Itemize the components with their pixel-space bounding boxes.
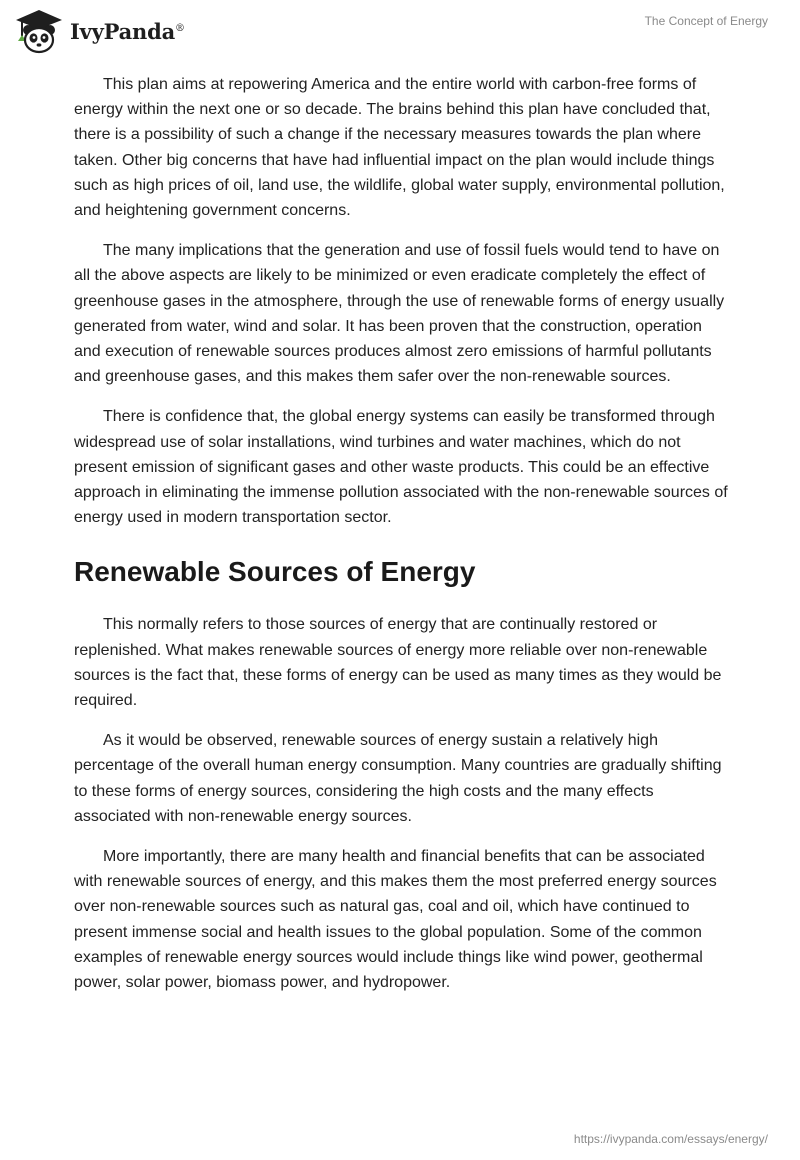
paragraph: This plan aims at repowering America and the entire world with carbon-free forms of energy within the next one or so decade. The brains behind this plan have concluded that, there is a possibility of such a change if the necessary measures towards the plan where taken. Other big concerns that have had influential impact on the plan would include things such as high prices of oil, land use, the wildlife, global water supply, environmental pollution, and heightening government concerns. [74,76,725,220]
paragraph: More importantly, there are many health and financial benefits that can be associated with renewable sources of energy, and this makes them the most preferred energy sources over non-renewable sources such as natural gas, coal and oil, which have continued to present immense social and health issues to the global population. Some of the common examples of renewable energy sources would include things like wind power, geothermal power, solar power, biomass power, and hydropower. [74,848,717,992]
panda-logo-icon [14,8,64,54]
essay-content [74,72,728,1010]
paragraph: As it would be observed, renewable sources of energy sustain a relatively high percentage of the overall human energy consumption. Many countries are gradually shifting to these forms of energy sources, considering the high costs and the many effects associated with non-renewable energy sources. [74,732,722,825]
paragraph: This normally refers to those sources of energy that are continually restored or replenished. What makes renewable sources of energy more reliable over non-renewable sources is the fact that, these forms of energy can be used as many times as they would be required. [74,616,722,710]
paragraph: There is confidence that, the global energy systems can easily be transformed through widespread use of solar installations, wind turbines and water machines, which do not present emission of significant gases and other waste products. This could be an effective approach in eliminating the immense pollution associated with the non-renewable sources of energy used in modern transportation sector. [74,408,728,527]
document-title: The Concept of Energy [644,14,768,28]
page-header [0,0,800,60]
section-heading: Renewable Sources of Energy [74,556,476,588]
source-url[interactable]: https://ivypanda.com/essays/energy/ [573,1132,768,1146]
brand-name: IvyPanda® [70,18,185,44]
brand-logo[interactable] [14,8,185,54]
paragraph: The many implications that the generation and use of fossil fuels would tend to have on all the above aspects are likely to be minimized or even eradicate completely the effect of greenhouse gases in the atmosphere, through the use of renewable forms of energy usually generated from water, wind and solar. It has been proven that the construction, operation and execution of renewable sources produces almost zero emissions of harmful pollutants and greenhouse gases, and this makes them safer over the non-renewable sources. [74,242,725,386]
